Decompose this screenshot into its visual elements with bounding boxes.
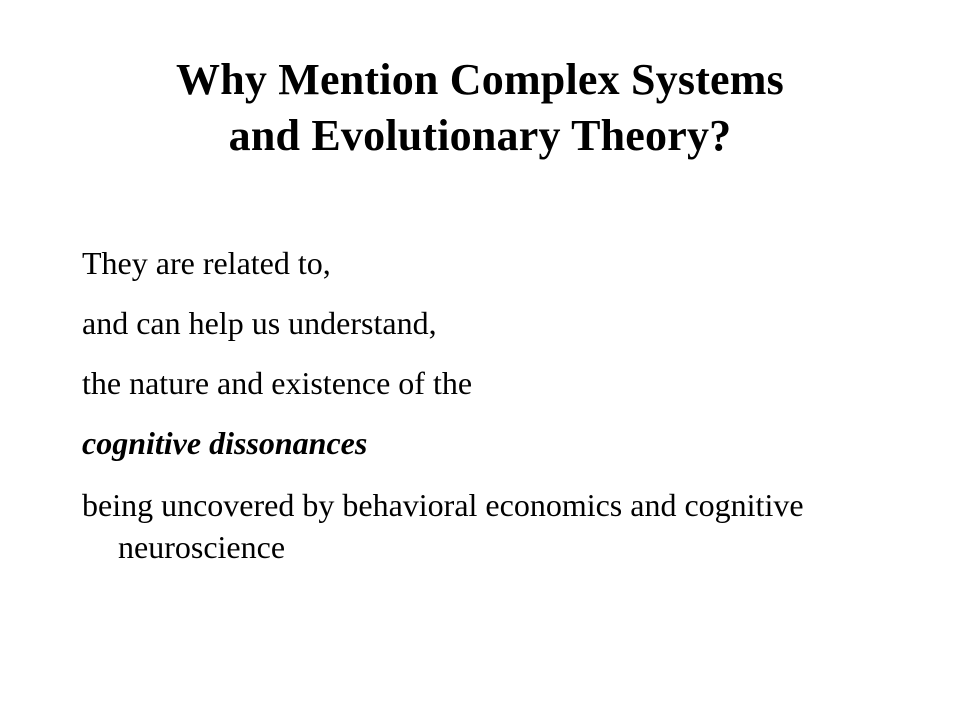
body-line-2: and can help us understand, — [82, 305, 437, 341]
slide-title — [40, 52, 920, 164]
title-line-2: and Evolutionary Theory? — [228, 111, 732, 160]
emphasized-term: cognitive dissonances — [82, 425, 368, 461]
body-line-5: being uncovered by behavioral economics and cognitive neuroscience — [82, 487, 804, 565]
body-line-1: They are related to, — [82, 245, 331, 281]
body-line-3: the nature and existence of the — [82, 365, 473, 401]
slide-body — [82, 244, 922, 590]
title-line-1: Why Mention Complex Systems — [176, 55, 784, 104]
